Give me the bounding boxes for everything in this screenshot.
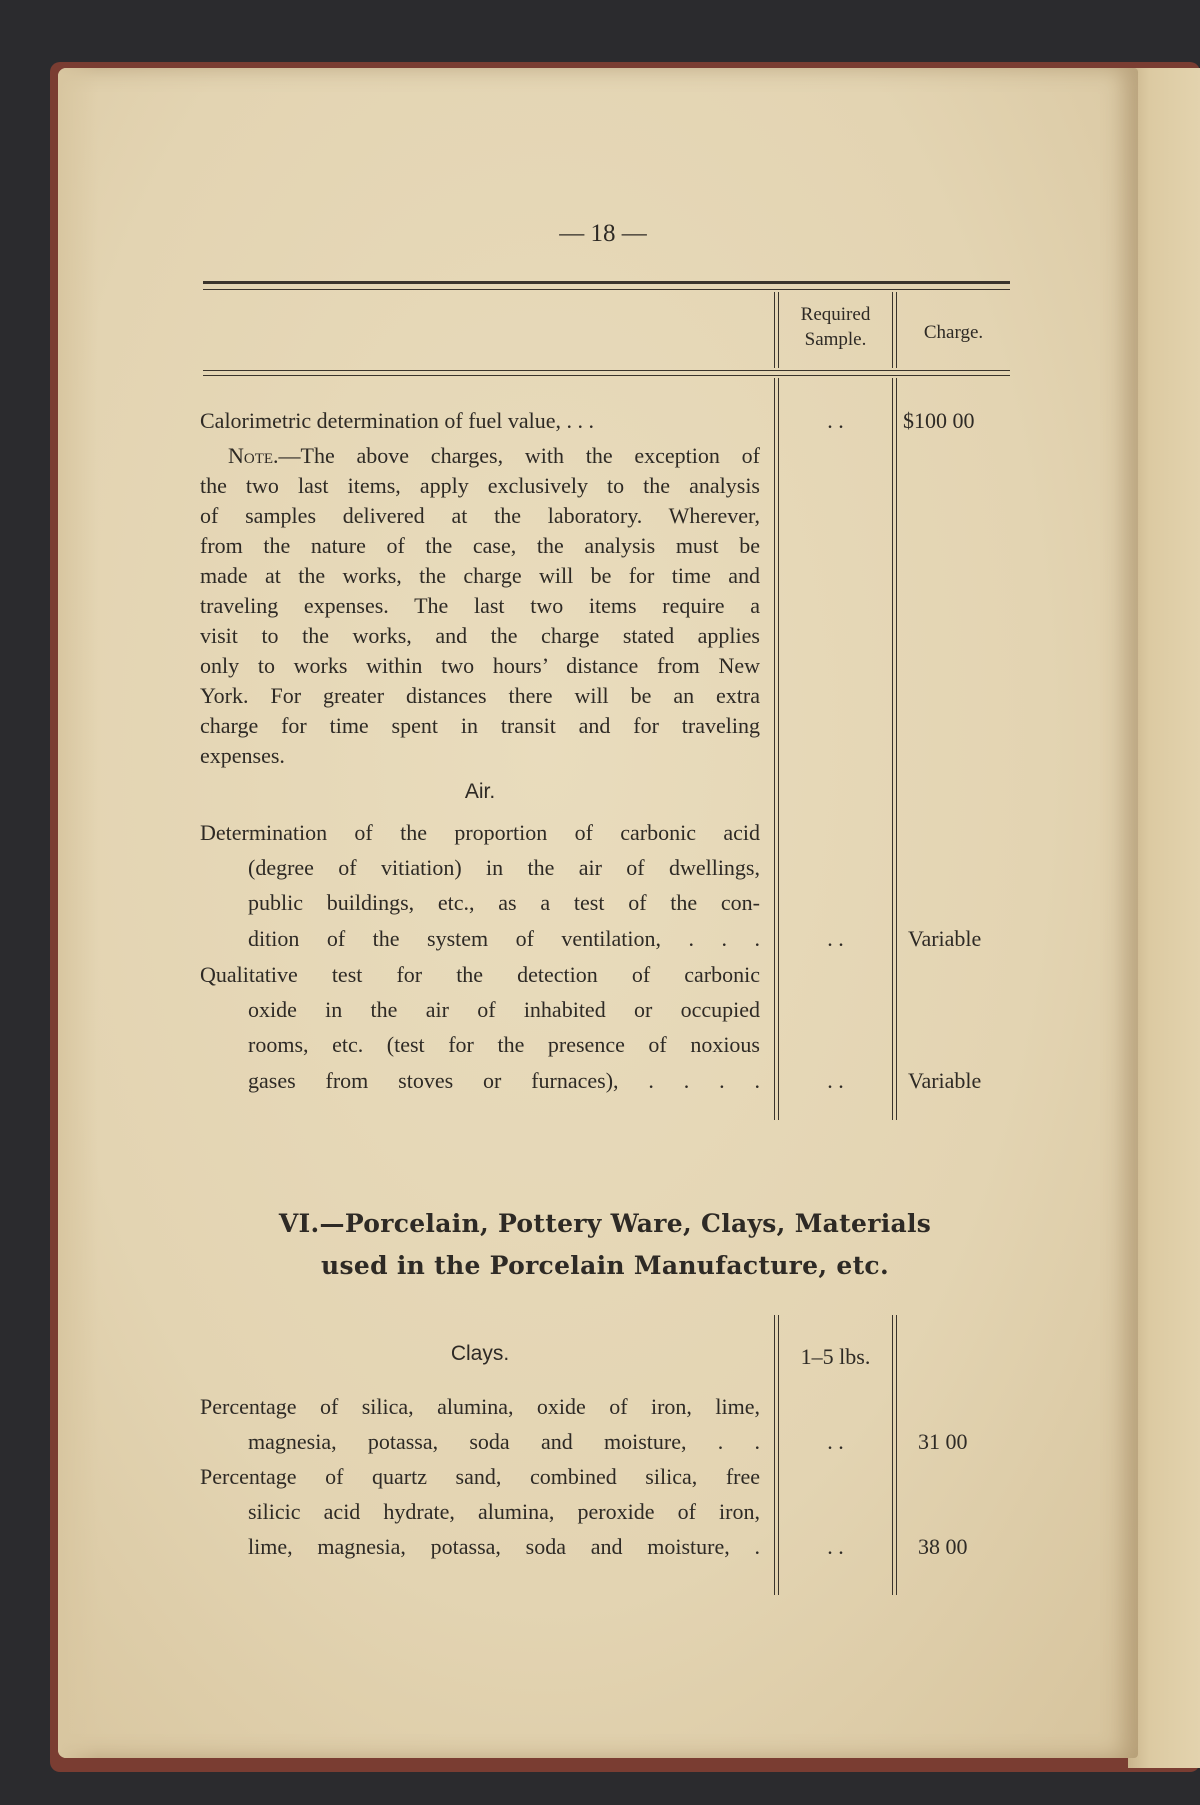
column-header-charge: Charge. (923, 322, 984, 343)
charge-value: $100 00 (903, 408, 975, 433)
line-text: Percentage of quartz sand, combined silica, free (200, 1464, 760, 1489)
text-line (228, 441, 760, 471)
text-line (248, 1497, 760, 1527)
text-line (200, 1392, 760, 1422)
text-line (200, 621, 760, 651)
text-line (248, 1066, 760, 1096)
subheading-clays: Clays. (450, 1342, 510, 1365)
subheading-air: Air. (464, 780, 496, 803)
charge-value: Variable (908, 1068, 982, 1093)
line-text: of samples delivered at the laboratory. Wherever, (200, 503, 760, 528)
line-text: visit to the works, and the charge stated applies (200, 623, 760, 648)
text-line (200, 651, 760, 681)
text-line (200, 1462, 760, 1492)
line-text: dition of the system of ventilation, . . . (248, 926, 760, 951)
header-bottom-rule (203, 370, 1010, 371)
text-line (248, 1427, 760, 1457)
text-line (200, 406, 760, 436)
note-label: Note. (228, 443, 279, 468)
text-line (248, 888, 760, 918)
line-text: made at the works, the charge will be for time and (200, 563, 760, 588)
required-sample-value: . . (827, 408, 844, 433)
column-divider (892, 292, 893, 368)
line-text: Percentage of silica, alumina, oxide of iron, lime, (200, 1394, 760, 1419)
column-divider (774, 1315, 775, 1595)
line-text: only to works within two hours’ distance from New (200, 653, 760, 678)
line-text: charge for time spent in transit and for traveling (200, 713, 760, 738)
text-line (200, 531, 760, 561)
column-divider (892, 378, 893, 1120)
column-divider (778, 378, 779, 1120)
header-top-rule-thin (203, 289, 1010, 290)
line-text: from the nature of the case, the analysis must be (200, 533, 760, 558)
line-text: Qualitative test for the detection of carbonic (200, 962, 760, 987)
text-line (200, 591, 760, 621)
text-line (200, 711, 760, 741)
text-line (200, 960, 760, 990)
page-edge-shadow (58, 68, 98, 1758)
line-text: gases from stoves or furnaces), . . . . (248, 1068, 760, 1093)
text-line (248, 995, 760, 1025)
line-text: magnesia, potassa, soda and moisture, . . (248, 1429, 760, 1454)
text-line (200, 681, 760, 711)
line-text: public buildings, etc., as a test of the con- (248, 890, 760, 915)
line-text: Determination of the proportion of carbonic acid (200, 820, 760, 845)
required-sample-value: . . (827, 1534, 844, 1559)
column-divider (778, 292, 779, 368)
line-text: silicic acid hydrate, alumina, peroxide of iron, (248, 1499, 760, 1524)
sample-amount: 1–5 lbs. (800, 1344, 871, 1369)
text-line (248, 1532, 760, 1562)
required-sample-value: . . (827, 1068, 844, 1093)
header-top-rule-thick (203, 281, 1010, 284)
charge-value: 38 00 (918, 1534, 968, 1559)
text-line (248, 1030, 760, 1060)
section-title-line-1: VI.—Porcelain, Pottery Ware, Clays, Materials (278, 1209, 932, 1238)
text-line (248, 924, 760, 954)
line-text: (degree of vitiation) in the air of dwellings, (248, 855, 760, 880)
line-text: York. For greater distances there will be an extra (200, 683, 760, 708)
column-divider (896, 1315, 897, 1595)
line-text: lime, magnesia, potassa, soda and moisture, . (248, 1534, 760, 1559)
line-text: —The above charges, with the exception of (278, 443, 760, 468)
facing-page-edge (1128, 68, 1200, 1768)
text-line (200, 818, 760, 848)
line-text: traveling expenses. The last two items require a (200, 593, 760, 618)
line-text: Calorimetric determination of fuel value, . . . (200, 408, 595, 433)
required-sample-value: . . (827, 926, 844, 951)
text-line (200, 501, 760, 531)
column-divider (774, 292, 775, 368)
line-text: oxide in the air of inhabited or occupied (248, 997, 760, 1022)
line-text: the two last items, apply exclusively to the analysis (200, 473, 760, 498)
required-sample-value: . . (827, 1429, 844, 1454)
line-text: expenses. (200, 743, 285, 768)
text-line (200, 561, 760, 591)
column-divider (774, 378, 775, 1120)
text-line (200, 741, 760, 771)
page-number: — 18 — (559, 220, 647, 247)
charge-value: 31 00 (918, 1429, 968, 1454)
text-line (248, 853, 760, 883)
header-bottom-rule-2 (203, 375, 1010, 376)
column-divider (896, 378, 897, 1120)
column-header-required-sample: Required Sample. (800, 304, 871, 350)
column-divider (896, 292, 897, 368)
section-title-line-2: used in the Porcelain Manufacture, etc. (321, 1251, 889, 1280)
text-line (200, 471, 760, 501)
charge-value: Variable (908, 926, 982, 951)
line-text: rooms, etc. (test for the presence of noxious (248, 1032, 760, 1057)
